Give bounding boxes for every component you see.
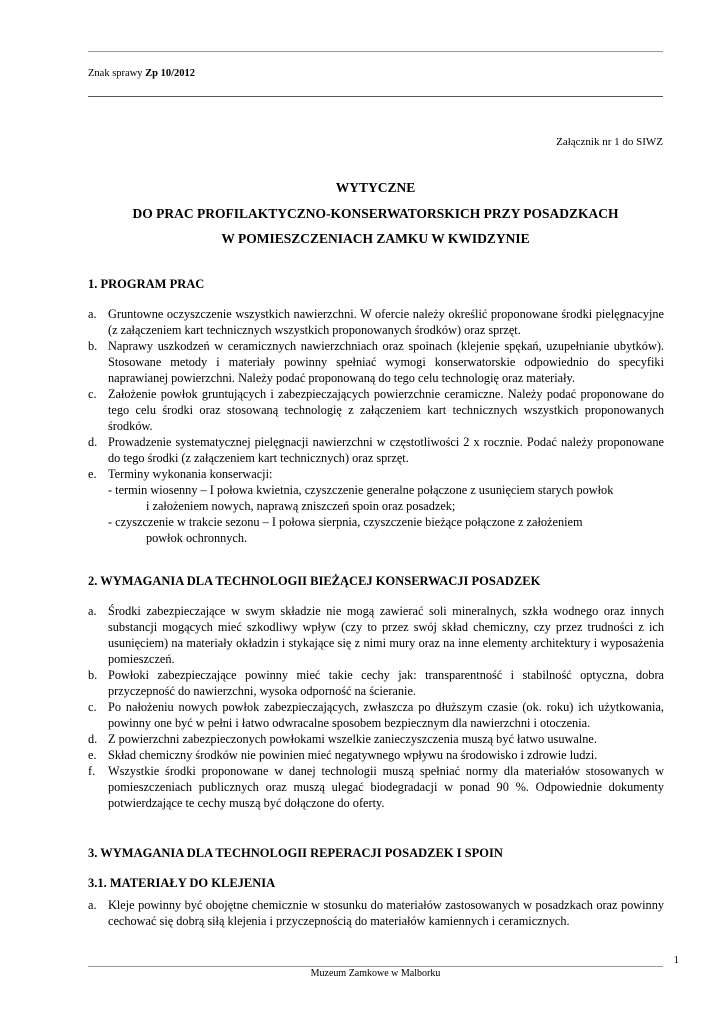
list-item-text: Założenie powłok gruntujących i zabezpieczających powierzchnie ceramiczne. Należy podać proponowane do tego celu środki oraz stosowaną technologię z załączeniem kart technicznych wszystkich proponowanych środków. xyxy=(108,387,664,433)
list-item xyxy=(88,466,664,546)
footer-rule xyxy=(88,966,663,967)
list-marker: e. xyxy=(88,467,97,481)
title-line-1: WYTYCZNE xyxy=(335,180,416,195)
list-item xyxy=(88,338,664,386)
list-marker: b. xyxy=(88,339,98,353)
list-item xyxy=(88,731,664,747)
list-item xyxy=(88,386,664,434)
sub-item-line-2: powłok ochronnych. xyxy=(146,531,248,545)
list-marker: d. xyxy=(88,732,98,746)
page-number: 1 xyxy=(673,955,679,966)
list-item xyxy=(88,603,664,667)
header-rule-bottom xyxy=(88,96,663,97)
list-marker: b. xyxy=(88,668,98,682)
attachment-label: Załącznik nr 1 do SIWZ xyxy=(556,136,663,148)
list-item-text: Kleje powinny być obojętne chemicznie w stosunku do materiałów zastosowanych w posadzkach oraz powinny cechować się dobrą siłą klejenia i przyczepnością do materiałów kamiennych i ceramicznych. xyxy=(108,898,664,928)
sub-item xyxy=(98,514,664,546)
list-item-text: Wszystkie środki proponowane w danej technologii muszą spełniać normy dla materiałów stosowanych w pomieszczeniach publicznych oraz muszą ulegać biodegradacji w ponad 90 %. Odpowiednie dokumenty potwierdzające te cechy muszą być dołączone do oferty. xyxy=(108,764,664,810)
list-item-text: Terminy wykonania konserwacji: xyxy=(108,467,273,481)
list-item xyxy=(88,747,664,763)
section-2-list xyxy=(88,603,664,811)
list-marker: a. xyxy=(88,307,97,321)
list-item-text: Prowadzenie systematycznej pielęgnacji nawierzchni w częstotliwości 2 x rocznie. Podać należy proponowane do tego środki (z załączeniem kart technicznych) oraz sprzęt. xyxy=(108,435,664,465)
section-1-heading: 1. PROGRAM PRAC xyxy=(88,277,205,291)
list-item-text: Gruntowne oczyszczenie wszystkich nawierzchni. W ofercie należy określić proponowane środki pielęgnacyjne (z załączeniem kart technicznych wszystkich proponowanych środków) oraz sprzęt. xyxy=(108,307,664,337)
sub-item-line-1: - termin wiosenny – I połowa kwietnia, czyszczenie generalne połączone z usunięciem starych powłok xyxy=(108,483,614,497)
list-marker: c. xyxy=(88,387,97,401)
sub-item xyxy=(98,482,664,514)
header-rule-top xyxy=(88,51,663,52)
list-marker: c. xyxy=(88,700,97,714)
list-item-text: Środki zabezpieczające w swym składzie nie mogą zawierać soli mineralnych, szkła wodnego oraz innych substancji mogących mieć szkodliwy wpływ (czy to przez swój skład chemiczny, czy przez trudności z ich usunięciem) na materiały okładzin i stykające się z nimi mury oraz na inne elementy architektury i wyposażenia pomieszczeń. xyxy=(108,604,664,666)
list-marker: a. xyxy=(88,898,97,912)
sub-item-line-1: - czyszczenie w trakcie sezonu – I połowa sierpnia, czyszczenie bieżące połączone z założeniem xyxy=(108,515,583,529)
list-marker: d. xyxy=(88,435,98,449)
list-item-text: Skład chemiczny środków nie powinien mieć negatywnego wpływu na środowisko i zdrowie ludzi. xyxy=(108,748,598,762)
list-marker: e. xyxy=(88,748,97,762)
title-line-3: W POMIESZCZENIACH ZAMKU W KWIDZYNIE xyxy=(221,231,530,246)
list-item-text: Naprawy uszkodzeń w ceramicznych nawierzchniach oraz spoinach (klejenie spękań, uzupełnianie ubytków). Stosowane metody i materiały powinny spełniać wymogi konserwatorskie odpowiednio do specyfiki naprawianej powierzchni. Należy podać proponowaną do tego celu technologię oraz materiały. xyxy=(108,339,664,385)
list-item xyxy=(88,897,664,929)
title-line-2: DO PRAC PROFILAKTYCZNO-KONSERWATORSKICH PRZY POSADZKACH xyxy=(132,206,619,221)
section-3-1-heading: 3.1. MATERIAŁY DO KLEJENIA xyxy=(88,876,276,890)
list-item xyxy=(88,306,664,338)
footer-institution: Muzeum Zamkowe w Malborku xyxy=(310,968,441,979)
list-marker: a. xyxy=(88,604,97,618)
case-number-value: Zp 10/2012 xyxy=(145,68,196,79)
list-marker: f. xyxy=(88,764,96,778)
sub-item-line-2: i założeniem nowych, naprawą zniszczeń spoin oraz posadzek; xyxy=(146,499,456,513)
section-3-list xyxy=(88,897,664,929)
list-item-text: Powłoki zabezpieczające powinny mieć takie cechy jak: transparentność i stabilność optyczna, dobra przyczepność do nawierzchni, wysoka odporność na ścieranie. xyxy=(108,668,664,698)
list-item xyxy=(88,699,664,731)
case-label: Znak sprawy xyxy=(88,68,143,79)
list-item xyxy=(88,763,664,811)
section-1-list xyxy=(88,306,664,546)
section-2-heading: 2. WYMAGANIA DLA TECHNOLOGII BIEŻĄCEJ KONSERWACJI POSADZEK xyxy=(88,574,541,588)
list-item xyxy=(88,434,664,466)
section-3-heading: 3. WYMAGANIA DLA TECHNOLOGII REPERACJI POSADZEK I SPOIN xyxy=(88,846,503,860)
list-item-text: Z powierzchni zabezpieczonych powłokami wszelkie zanieczyszczenia muszą być łatwo usuwalne. xyxy=(108,732,597,746)
case-number xyxy=(88,68,195,79)
list-item-text: Po nałożeniu nowych powłok zabezpieczających, zwłaszcza po dłuższym czasie (ok. roku) ich użytkowania, powinny one być w pełni i łatwo odwracalne sposobem bezpiecznym dla nawierzchni i otoczenia. xyxy=(108,700,664,730)
list-item xyxy=(88,667,664,699)
